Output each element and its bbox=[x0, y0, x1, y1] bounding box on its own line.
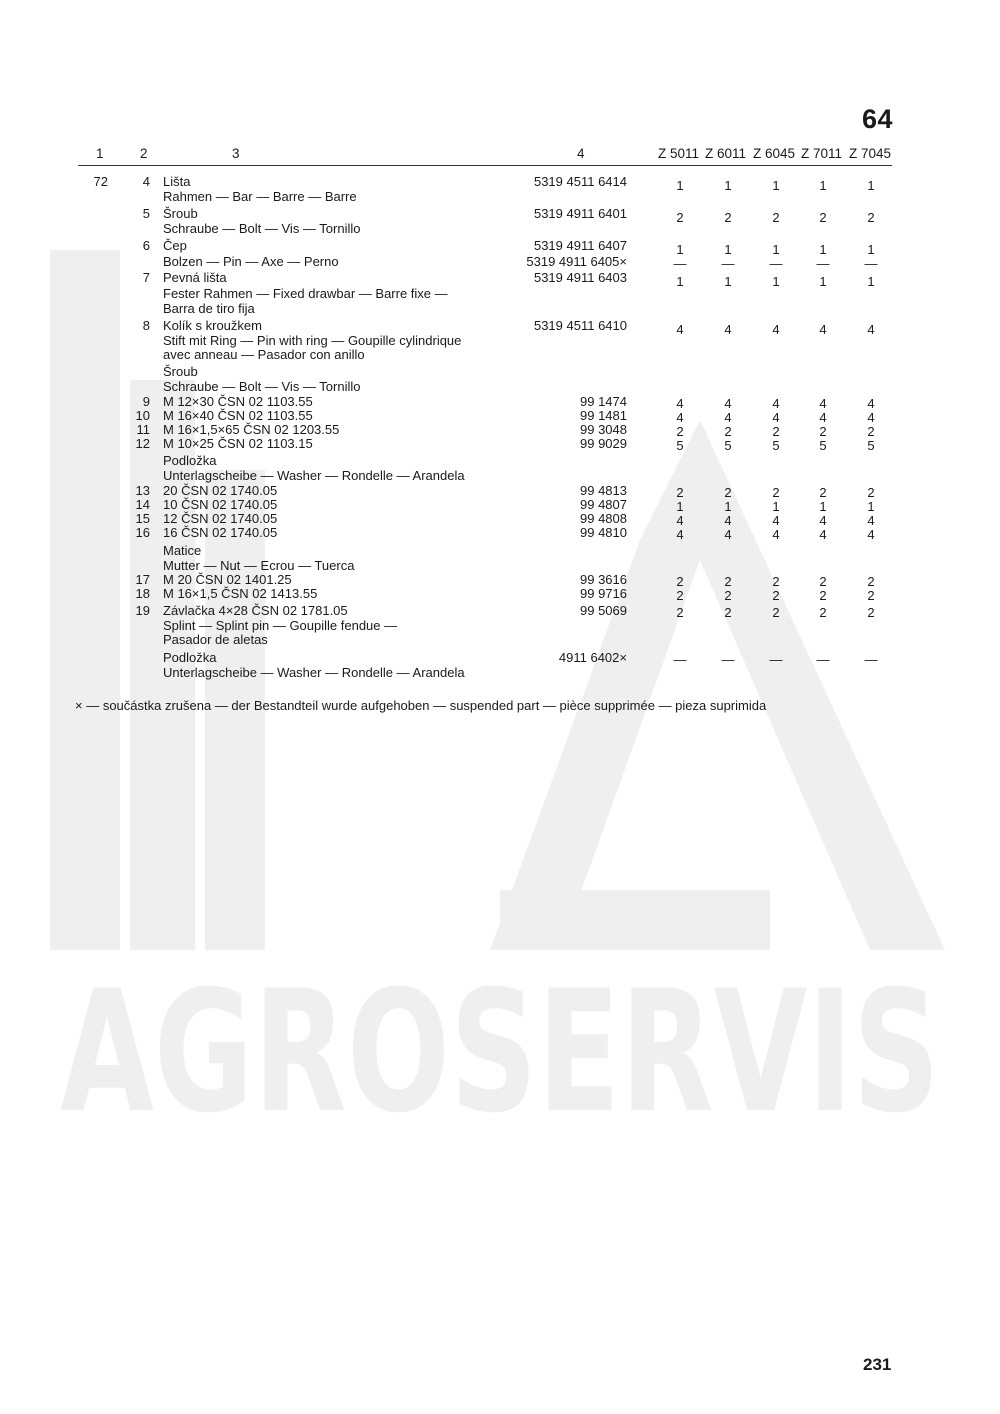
quantity-cell: 4 bbox=[867, 513, 875, 528]
quantity-cell: 5 bbox=[867, 438, 875, 453]
quantity-cell: 4 bbox=[772, 513, 780, 528]
position-number: 17 bbox=[135, 572, 150, 587]
part-description: Schraube — Bolt — Vis — Tornillo bbox=[163, 379, 361, 394]
position-number: 15 bbox=[135, 511, 150, 526]
quantity-cell: 1 bbox=[724, 178, 732, 193]
quantity-cell: 4 bbox=[724, 410, 732, 425]
part-description: M 12×30 ČSN 02 1103.55 bbox=[163, 394, 313, 409]
part-description: Barra de tiro fija bbox=[163, 301, 255, 316]
quantity-cell: 5 bbox=[772, 438, 780, 453]
quantity-cell: 2 bbox=[819, 588, 827, 603]
part-number: 99 4810 bbox=[580, 525, 627, 540]
quantity-cell: 2 bbox=[676, 588, 684, 603]
quantity-cell: 4 bbox=[724, 322, 732, 337]
quantity-cell: 2 bbox=[867, 424, 875, 439]
part-description: Závlačka 4×28 ČSN 02 1781.05 bbox=[163, 603, 348, 618]
quantity-cell: 4 bbox=[676, 513, 684, 528]
part-number: 5319 4511 6414 bbox=[533, 174, 627, 189]
position-number: 8 bbox=[142, 318, 150, 333]
header-model: Z 7011 bbox=[801, 146, 843, 161]
header-rule bbox=[78, 165, 892, 166]
part-description: Stift mit Ring — Pin with ring — Goupille cylindrique bbox=[163, 333, 462, 348]
quantity-cell: — bbox=[769, 652, 783, 667]
part-description: M 10×25 ČSN 02 1103.15 bbox=[163, 436, 313, 451]
header-model: Z 6045 bbox=[753, 146, 796, 161]
watermark-text: AGROSERVIS bbox=[60, 954, 940, 1150]
footnote: × — součástka zrušena — der Bestandteil wurde aufgehoben — suspended part — pièce supprimée — pieza suprimida bbox=[75, 698, 767, 713]
position-number: 9 bbox=[142, 394, 150, 409]
quantity-cell: 1 bbox=[676, 242, 684, 257]
part-number: 5319 4911 6407 bbox=[533, 238, 627, 253]
quantity-cell: 4 bbox=[819, 513, 827, 528]
quantity-cell: 2 bbox=[867, 485, 875, 500]
quantity-cell: 4 bbox=[867, 527, 875, 542]
quantity-cell: 1 bbox=[819, 178, 827, 193]
figure-number: 72 bbox=[93, 174, 108, 189]
quantity-cell: 4 bbox=[724, 396, 732, 411]
quantity-cell: 2 bbox=[724, 210, 732, 225]
quantity-cell: 4 bbox=[867, 410, 875, 425]
quantity-cell: 2 bbox=[724, 605, 732, 620]
part-description: Unterlagscheibe — Washer — Rondelle — Arandela bbox=[163, 665, 465, 680]
quantity-cell: — bbox=[864, 652, 878, 667]
part-description: Bolzen — Pin — Axe — Perno bbox=[163, 254, 339, 269]
part-description: Pasador de aletas bbox=[163, 632, 268, 647]
quantity-cell: 4 bbox=[819, 396, 827, 411]
quantity-cell: 2 bbox=[724, 588, 732, 603]
part-number: 99 9716 bbox=[580, 586, 627, 601]
part-description: M 16×40 ČSN 02 1103.55 bbox=[163, 408, 313, 423]
part-description: 12 ČSN 02 1740.05 bbox=[163, 511, 278, 526]
part-number: 99 1474 bbox=[580, 394, 627, 409]
part-description: Pevná lišta bbox=[163, 270, 227, 285]
quantity-cell: 4 bbox=[867, 396, 875, 411]
quantity-cell: — bbox=[769, 256, 783, 271]
quantity-cell: 2 bbox=[724, 485, 732, 500]
part-number: 4911 6402× bbox=[558, 650, 627, 665]
quantity-cell: — bbox=[673, 652, 687, 667]
part-description: Čep bbox=[163, 238, 187, 253]
quantity-cell: 4 bbox=[676, 527, 684, 542]
quantity-cell: 2 bbox=[819, 485, 827, 500]
part-description: Šroub bbox=[163, 364, 198, 379]
position-number: 19 bbox=[135, 603, 150, 618]
position-number: 6 bbox=[142, 238, 150, 253]
part-description: Lišta bbox=[163, 174, 191, 189]
part-number: 99 5069 bbox=[580, 603, 627, 618]
quantity-cell: 4 bbox=[772, 410, 780, 425]
quantity-cell: 1 bbox=[867, 274, 875, 289]
quantity-cell: — bbox=[721, 652, 735, 667]
quantity-cell: 2 bbox=[867, 574, 875, 589]
header-col-4: 4 bbox=[577, 146, 585, 161]
quantity-cell: 1 bbox=[676, 499, 684, 514]
quantity-cell: 2 bbox=[867, 588, 875, 603]
page-number: 64 bbox=[862, 104, 894, 134]
quantity-cell: 1 bbox=[867, 242, 875, 257]
quantity-cell: 4 bbox=[724, 513, 732, 528]
quantity-cell: 4 bbox=[676, 410, 684, 425]
quantity-cell: 4 bbox=[676, 322, 684, 337]
part-description: 16 ČSN 02 1740.05 bbox=[163, 525, 278, 540]
part-description: avec anneau — Pasador con anillo bbox=[163, 347, 365, 362]
quantity-cell: — bbox=[721, 256, 735, 271]
quantity-cell: 1 bbox=[724, 499, 732, 514]
position-number: 7 bbox=[142, 270, 150, 285]
header-col-1: 1 bbox=[96, 146, 104, 161]
quantity-cell: 4 bbox=[724, 527, 732, 542]
quantity-cell: 1 bbox=[772, 178, 780, 193]
quantity-cell: 1 bbox=[676, 274, 684, 289]
quantity-cell: 1 bbox=[724, 242, 732, 257]
quantity-cell: 2 bbox=[676, 485, 684, 500]
header-col-2: 2 bbox=[140, 146, 148, 161]
quantity-cell: 4 bbox=[819, 322, 827, 337]
position-number: 13 bbox=[135, 483, 150, 498]
part-number: 5319 4911 6405× bbox=[526, 254, 627, 269]
part-description: M 16×1,5×65 ČSN 02 1203.55 bbox=[163, 422, 340, 437]
quantity-cell: 2 bbox=[819, 574, 827, 589]
part-number: 5319 4911 6403 bbox=[533, 270, 627, 285]
quantity-cell: 1 bbox=[772, 274, 780, 289]
part-description: Schraube — Bolt — Vis — Tornillo bbox=[163, 221, 361, 236]
header-model: Z 5011 bbox=[658, 146, 700, 161]
quantity-cell: 2 bbox=[819, 424, 827, 439]
part-description: Podložka bbox=[163, 453, 217, 468]
quantity-cell: 1 bbox=[819, 274, 827, 289]
part-number: 99 1481 bbox=[580, 408, 627, 423]
quantity-cell: 2 bbox=[676, 574, 684, 589]
part-description: Matice bbox=[163, 543, 202, 558]
part-number: 99 3616 bbox=[580, 572, 627, 587]
quantity-cell: 1 bbox=[819, 499, 827, 514]
position-number: 10 bbox=[135, 408, 150, 423]
part-description: Šroub bbox=[163, 206, 198, 221]
quantity-cell: 1 bbox=[676, 178, 684, 193]
part-description: Splint — Splint pin — Goupille fendue — bbox=[163, 618, 398, 633]
part-number: 5319 4911 6401 bbox=[533, 206, 627, 221]
quantity-cell: 2 bbox=[772, 574, 780, 589]
part-number: 99 4807 bbox=[580, 497, 627, 512]
footer-page-number: 231 bbox=[863, 1355, 892, 1374]
part-number: 99 4808 bbox=[580, 511, 627, 526]
part-description: M 20 ČSN 02 1401.25 bbox=[163, 572, 292, 587]
part-number: 5319 4511 6410 bbox=[533, 318, 627, 333]
quantity-cell: 4 bbox=[867, 322, 875, 337]
quantity-cell: 2 bbox=[772, 485, 780, 500]
part-description: Kolík s kroužkem bbox=[163, 318, 262, 333]
quantity-cell: 2 bbox=[724, 424, 732, 439]
quantity-cell: 5 bbox=[819, 438, 827, 453]
quantity-cell: 5 bbox=[724, 438, 732, 453]
quantity-cell: 4 bbox=[772, 527, 780, 542]
quantity-cell: 2 bbox=[772, 588, 780, 603]
quantity-cell: 2 bbox=[676, 605, 684, 620]
quantity-cell: 1 bbox=[867, 499, 875, 514]
part-description: Mutter — Nut — Ecrou — Tuerca bbox=[163, 558, 355, 573]
quantity-cell: 2 bbox=[867, 605, 875, 620]
part-description: Podložka bbox=[163, 650, 217, 665]
quantity-cell: 4 bbox=[819, 410, 827, 425]
position-number: 18 bbox=[135, 586, 150, 601]
quantity-cell: — bbox=[816, 256, 830, 271]
quantity-cell: 1 bbox=[867, 178, 875, 193]
quantity-cell: 1 bbox=[772, 499, 780, 514]
quantity-cell: — bbox=[673, 256, 687, 271]
quantity-cell: 2 bbox=[772, 605, 780, 620]
quantity-cell: 2 bbox=[772, 424, 780, 439]
position-number: 4 bbox=[142, 174, 150, 189]
part-description: Rahmen — Bar — Barre — Barre bbox=[163, 189, 357, 204]
quantity-cell: 2 bbox=[819, 605, 827, 620]
header-col-3: 3 bbox=[232, 146, 240, 161]
part-description: Fester Rahmen — Fixed drawbar — Barre fixe — bbox=[163, 286, 448, 301]
header-model: Z 6011 bbox=[705, 146, 747, 161]
quantity-cell: 2 bbox=[676, 424, 684, 439]
quantity-cell: 1 bbox=[772, 242, 780, 257]
quantity-cell: 4 bbox=[772, 322, 780, 337]
quantity-cell: — bbox=[864, 256, 878, 271]
part-description: M 16×1,5 ČSN 02 1413.55 bbox=[163, 586, 318, 601]
position-number: 5 bbox=[142, 206, 150, 221]
part-number: 99 3048 bbox=[580, 422, 627, 437]
quantity-cell: 2 bbox=[724, 574, 732, 589]
quantity-cell: 2 bbox=[772, 210, 780, 225]
quantity-cell: 5 bbox=[676, 438, 684, 453]
position-number: 14 bbox=[135, 497, 150, 512]
part-description: 10 ČSN 02 1740.05 bbox=[163, 497, 278, 512]
position-number: 12 bbox=[135, 436, 150, 451]
position-number: 16 bbox=[135, 525, 150, 540]
quantity-cell: 1 bbox=[819, 242, 827, 257]
quantity-cell: 1 bbox=[724, 274, 732, 289]
quantity-cell: 4 bbox=[819, 527, 827, 542]
part-number: 99 9029 bbox=[580, 436, 627, 451]
quantity-cell: 4 bbox=[772, 396, 780, 411]
part-description: Unterlagscheibe — Washer — Rondelle — Arandela bbox=[163, 468, 465, 483]
header-model: Z 7045 bbox=[849, 146, 892, 161]
part-description: 20 ČSN 02 1740.05 bbox=[163, 483, 278, 498]
quantity-cell: 2 bbox=[867, 210, 875, 225]
quantity-cell: 4 bbox=[676, 396, 684, 411]
position-number: 11 bbox=[136, 422, 150, 437]
quantity-cell: 2 bbox=[819, 210, 827, 225]
quantity-cell: 2 bbox=[676, 210, 684, 225]
part-number: 99 4813 bbox=[580, 483, 627, 498]
quantity-cell: — bbox=[816, 652, 830, 667]
